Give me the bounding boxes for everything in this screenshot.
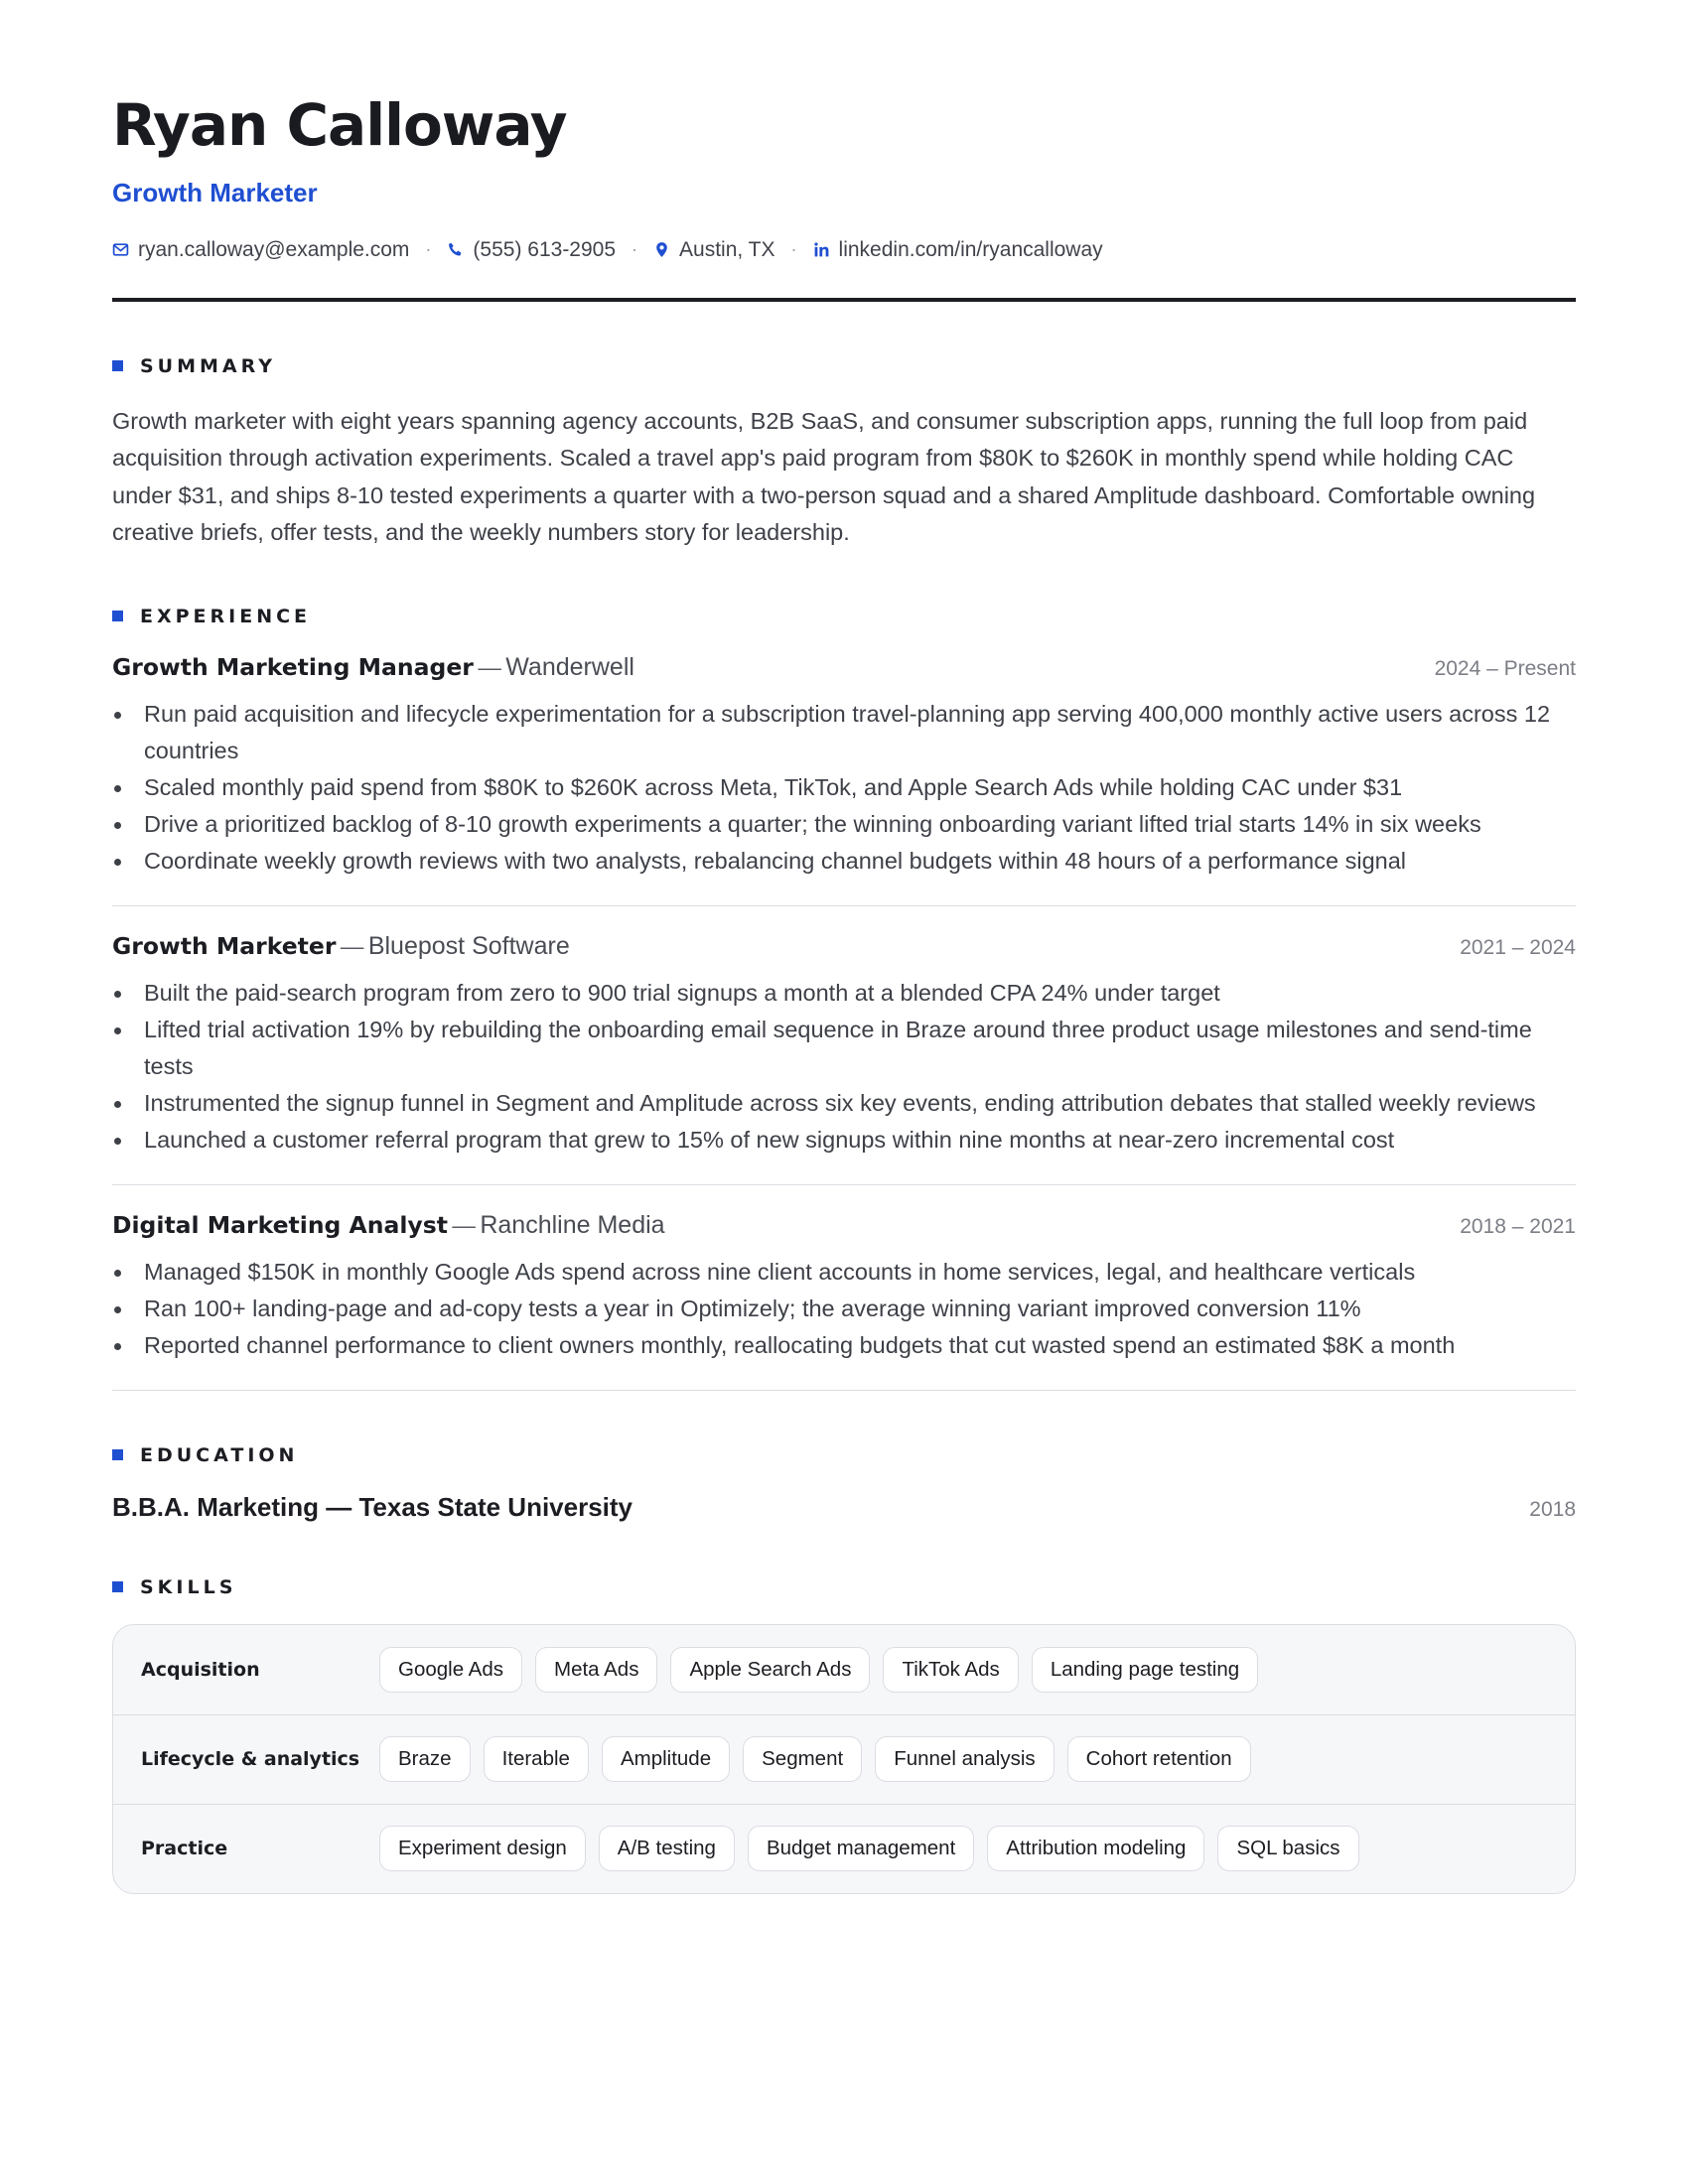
skill-chip: Amplitude [602,1736,730,1782]
candidate-name: Ryan Calloway [112,91,567,159]
skill-chip: Segment [743,1736,862,1782]
job-heading [112,653,634,682]
contact-separator: · [632,239,638,260]
job-entry [112,906,1576,1185]
education-section [112,1444,1576,1523]
list-item: Instrumented the signup funnel in Segment and Amplitude across six key events, ending attribution debates that stalled weekly reviews [112,1085,1576,1122]
list-item: Scaled monthly paid spend from $80K to $260K across Meta, TikTok, and Apple Search Ads while holding CAC under $31 [112,769,1576,806]
skill-chip: Meta Ads [535,1647,657,1693]
section-heading [112,355,1576,377]
list-item: Launched a customer referral program that grew to 15% of new signups within nine months at near-zero incremental cost [112,1122,1576,1159]
skill-chip: Experiment design [379,1826,586,1871]
job-entry [112,627,1576,906]
section-marker-icon [112,1581,123,1592]
skill-chip: SQL basics [1217,1826,1358,1871]
job-heading [112,932,570,961]
skill-row [113,1804,1575,1893]
list-item: Managed $150K in monthly Google Ads spend across nine client accounts in home services, legal, and healthcare verticals [112,1254,1576,1291]
skills-table [112,1624,1576,1894]
job-company: Wanderwell [505,652,634,681]
list-item: Coordinate weekly growth reviews with two analysts, rebalancing channel budgets within 48 hours of a performance signal [112,843,1576,880]
job-header [112,653,1576,682]
job-divider [112,1390,1576,1391]
skill-chip: Cohort retention [1067,1736,1251,1782]
job-header [112,1211,1576,1240]
job-entry [112,1185,1576,1391]
skill-chips [379,1647,1258,1693]
experience-list [112,627,1576,1391]
candidate-role: Growth Marketer [112,177,318,207]
list-item: Run paid acquisition and lifecycle experimentation for a subscription travel-planning app serving 400,000 monthly active users across 12 countries [112,696,1576,769]
job-bullets [112,696,1576,880]
contact-separator: · [425,239,432,260]
skill-chip: Braze [379,1736,471,1782]
summary-text: Growth marketer with eight years spanning agency accounts, B2B SaaS, and consumer subscription apps, running the full loop from paid acquisition through activation experiments. Scaled a travel app's paid program from $80K to $260K in monthly spend while holding CAC under $31, and ships 8-10 tested experiments a quarter with a two-person squad and a shared Amplitude dashboard. Comfortable owning creative briefs, offer tests, and the weekly numbers story for leadership. [112,407,1536,546]
summary-title: SUMMARY [140,354,276,377]
skill-category: Lifecycle & analytics [141,1748,360,1771]
location-pin-icon [653,241,670,258]
resume-header [112,0,1576,302]
skill-chip: Apple Search Ads [670,1647,870,1693]
job-company: Ranchline Media [480,1210,665,1239]
section-marker-icon [112,611,123,621]
job-dates: 2018 – 2021 [1460,1214,1576,1238]
contact-linkedin-text: linkedin.com/in/ryancalloway [838,237,1103,261]
list-item: Reported channel performance to client owners monthly, reallocating budgets that cut wasted spend an estimated $8K a month [112,1327,1576,1364]
job-bullets [112,975,1576,1159]
job-company: Bluepost Software [367,931,570,960]
skill-category: Acquisition [141,1658,260,1681]
phone-icon [447,241,464,258]
contact-phone[interactable] [447,238,616,262]
experience-section [112,606,1576,1391]
list-item: Drive a prioritized backlog of 8-10 growth experiments a quarter; the winning onboarding variant lifted trial starts 14% in six weeks [112,806,1576,843]
contact-email[interactable] [112,238,409,262]
list-item: Built the paid-search program from zero to 900 trial signups a month at a blended CPA 24% under target [112,975,1576,1012]
experience-title: EXPERIENCE [140,605,312,627]
section-marker-icon [112,1449,123,1460]
contact-linkedin[interactable] [813,238,1103,262]
education-entry [112,1492,1576,1523]
skill-category: Practice [141,1838,228,1860]
contact-bar [112,238,1576,262]
job-title: Digital Marketing Analyst [112,1210,448,1239]
list-item: Lifted trial activation 19% by rebuilding the onboarding email sequence in Braze around three product usage milestones and send-time tests [112,1012,1576,1085]
job-dash: — [478,653,501,680]
list-item: Ran 100+ landing-page and ad-copy tests a year in Optimizely; the average winning variant improved conversion 11% [112,1291,1576,1327]
linkedin-icon [813,241,830,258]
skill-chip: Attribution modeling [987,1826,1204,1871]
skill-chip: A/B testing [599,1826,735,1871]
contact-location-text: Austin, TX [679,237,775,261]
skill-chip: Funnel analysis [875,1736,1054,1782]
job-dates: 2021 – 2024 [1460,935,1576,959]
job-title: Growth Marketing Manager [112,652,474,681]
education-degree: B.B.A. Marketing — Texas State University [112,1491,633,1522]
header-divider [112,298,1576,302]
contact-email-text: ryan.calloway@example.com [138,237,410,261]
skills-section [112,1576,1576,1894]
skill-chip: Landing page testing [1032,1647,1258,1693]
education-title: EDUCATION [140,1443,299,1466]
job-header [112,932,1576,961]
contact-location [653,238,775,262]
summary-section [112,355,1576,552]
skill-chip: Iterable [484,1736,589,1782]
section-heading [112,1576,1576,1598]
section-heading [112,1444,1576,1466]
skill-chips [379,1736,1251,1782]
education-year: 2018 [1529,1497,1576,1521]
skill-chip: Budget management [748,1826,974,1871]
skills-title: SKILLS [140,1575,237,1598]
job-heading [112,1211,665,1240]
job-dates: 2024 – Present [1434,656,1576,680]
contact-separator: · [790,239,797,260]
skill-row [113,1714,1575,1804]
section-heading [112,606,1576,627]
skill-chip: TikTok Ads [883,1647,1018,1693]
job-title: Growth Marketer [112,931,337,960]
job-bullets [112,1254,1576,1364]
contact-phone-text: (555) 613-2905 [473,237,617,261]
skill-row [113,1625,1575,1714]
job-dash: — [340,932,364,959]
section-marker-icon [112,360,123,371]
skill-chips [379,1826,1359,1871]
mail-icon [112,241,129,258]
skill-chip: Google Ads [379,1647,522,1693]
job-dash: — [452,1211,476,1238]
